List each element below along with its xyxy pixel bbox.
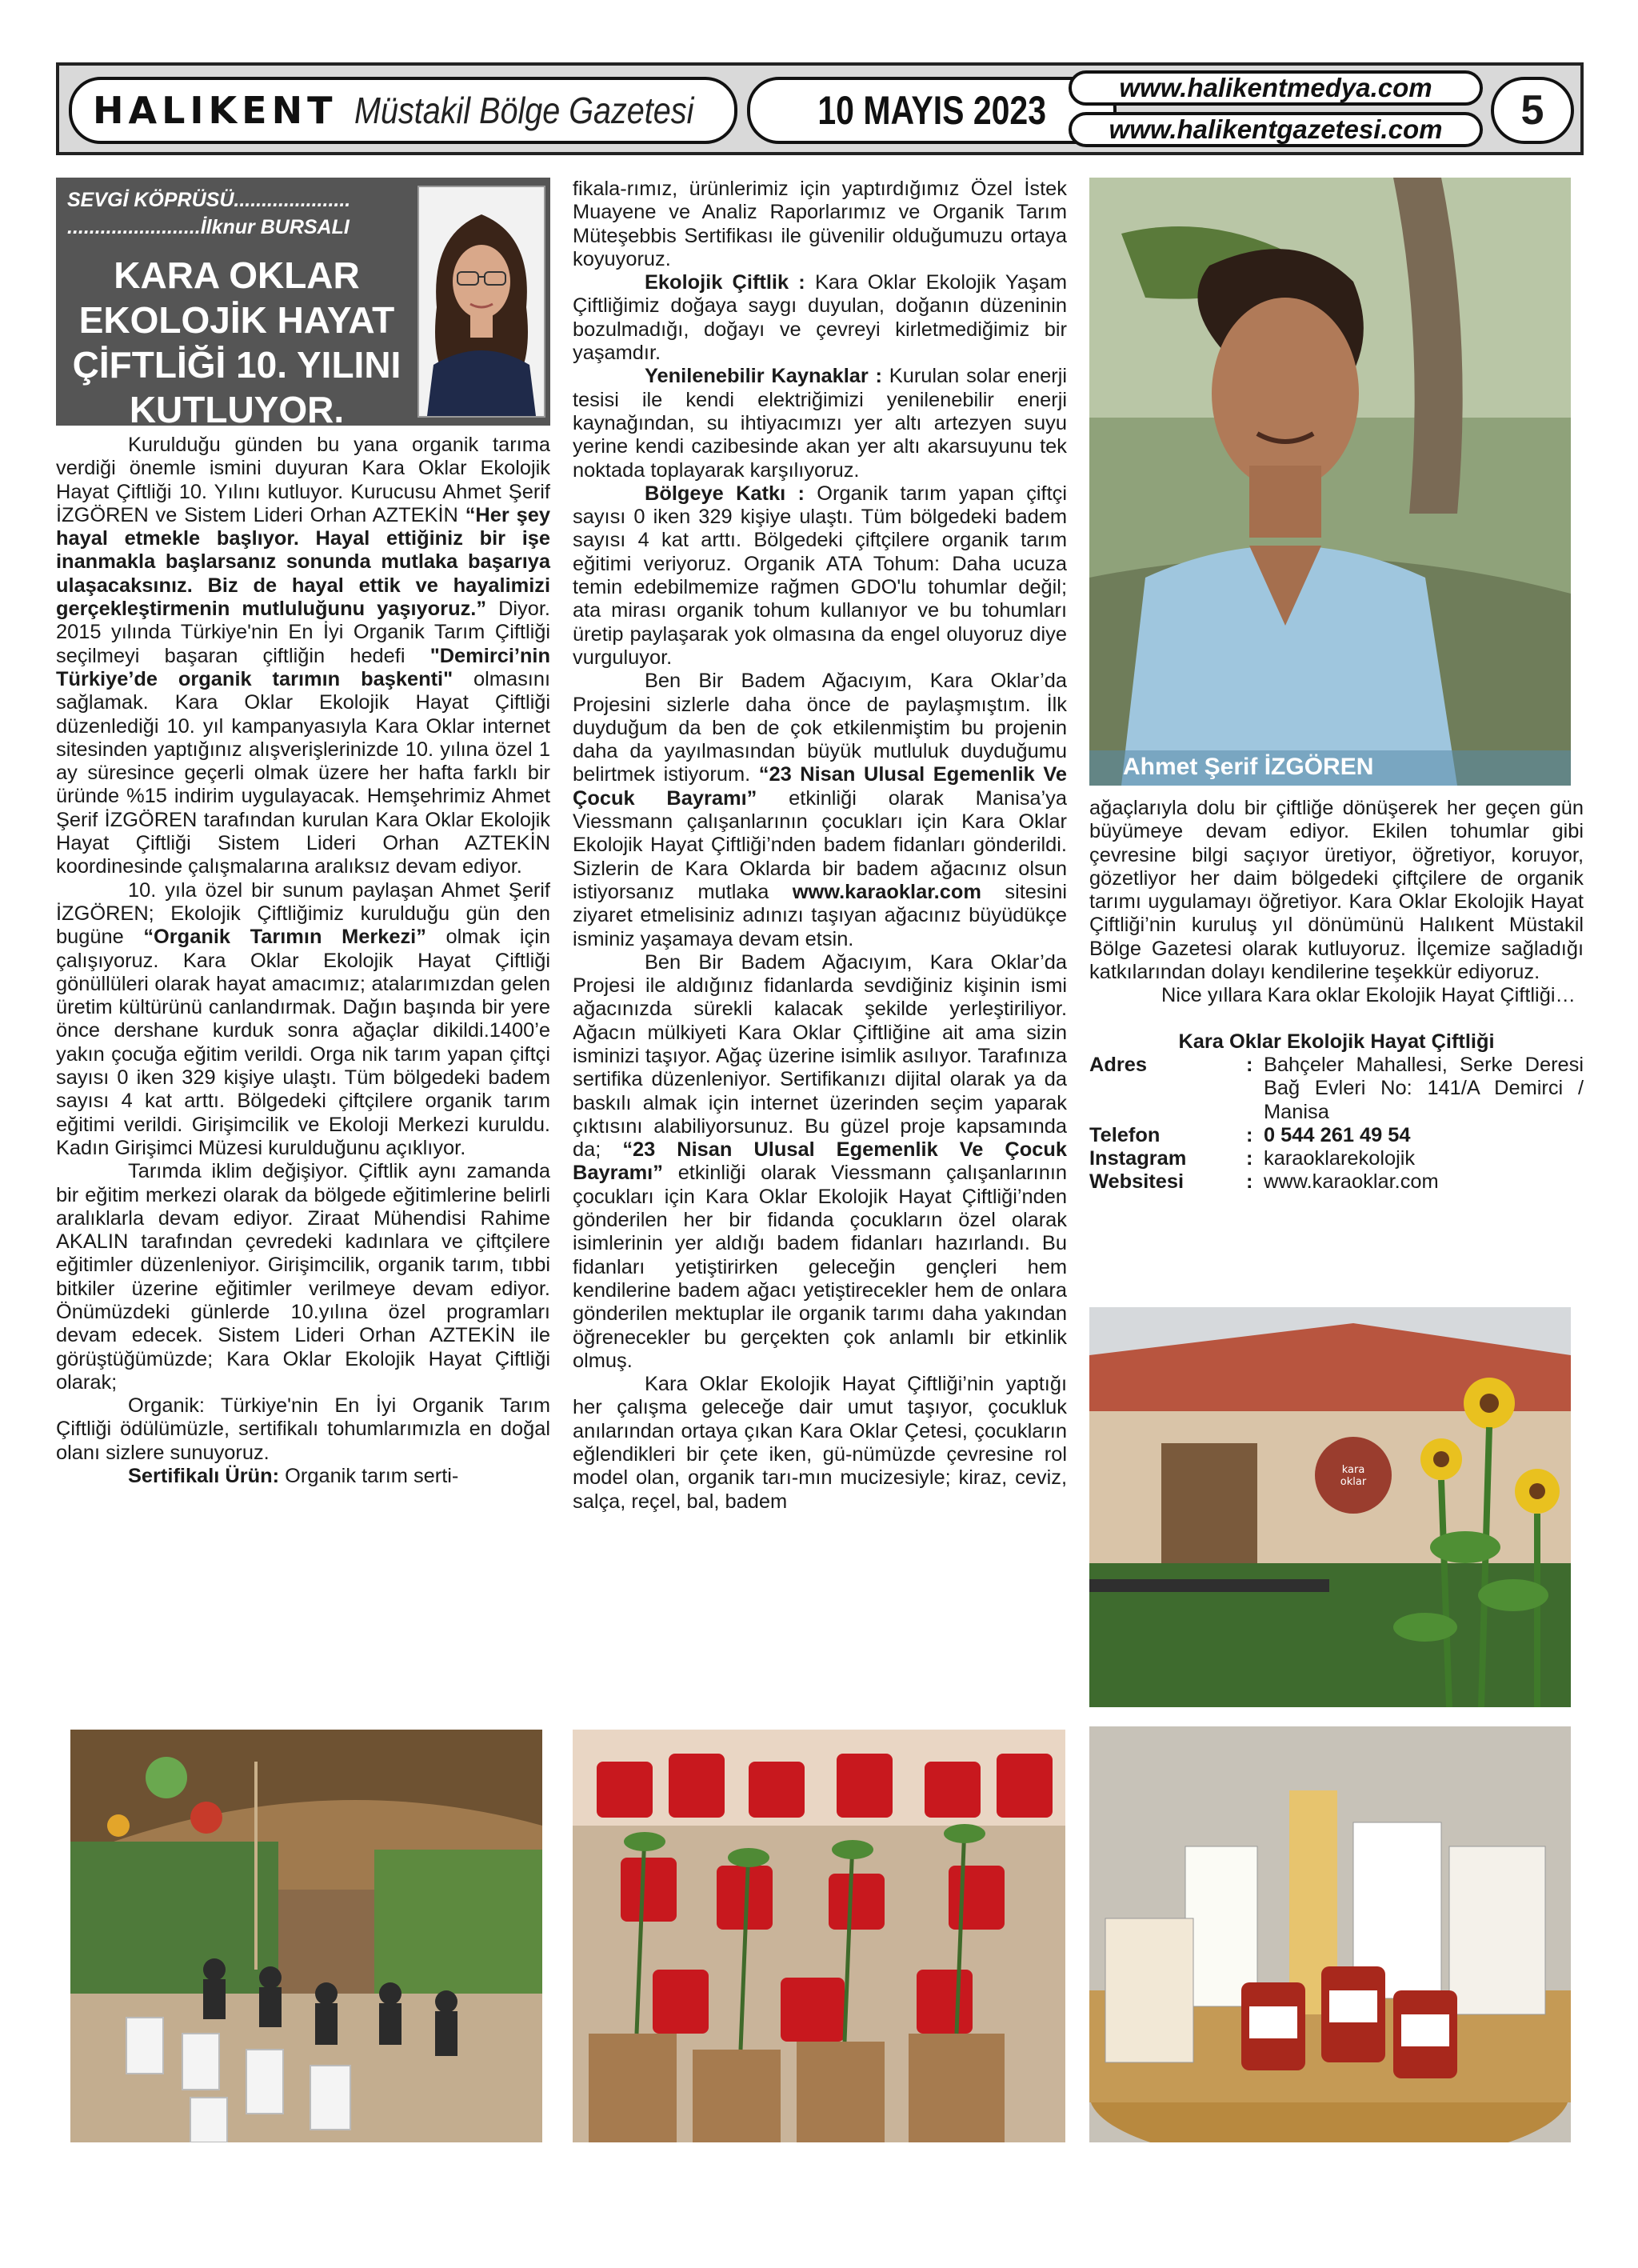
contact-label: Websitesi xyxy=(1089,1170,1185,1194)
text-segment: 10. yıla özel bir sunum paylaşan Ahmet Şerif İZGÖREN; Ekolojik Çiftliğimiz kurulduğu gün den bugüne xyxy=(56,878,550,949)
contact-row xyxy=(1089,1054,1584,1124)
bold-text: “23 Nisan Ulusal Egemenlik Ve Çocuk Bayramı” xyxy=(573,1138,1067,1185)
website-pill-2 xyxy=(1069,112,1483,147)
column-label: SEVGİ KÖPRÜSÜ..................... xyxy=(67,189,351,211)
paragraph xyxy=(573,951,1067,1373)
author-portrait xyxy=(417,186,545,418)
paragraph xyxy=(1089,984,1584,1007)
author-photo xyxy=(419,187,544,416)
paragraph xyxy=(56,1465,550,1488)
text-segment: fikala-rımız, ürünlerimiz için yaptırdığımız Özel İstek Muayene ve Analiz Raporlarımız ve Organik Tarım Müteşebbis Sertifikası ile güvenilir olduğumuzu ortaya koyuyoruz. xyxy=(573,178,1067,270)
text-segment: Ben Bir Badem Ağacıyım, Kara Oklar’da Projesini sizlerle daha önce de paylaşmıştım. İlk duyduğum da ben de çok etkilenmiştim bu projenin daha da yayılmasından büyük mutluluk duyduğumu belirtmek istiyorum. xyxy=(573,670,1067,786)
article-column-left xyxy=(56,178,550,1488)
article-column-middle xyxy=(573,178,1067,1514)
page-number: 5 xyxy=(1520,87,1544,134)
text-segment: Organik tarım yapan çiftçi sayısı 0 iken 329 kişiye ulaştı. Tüm bölgedeki badem sayısı 4 kat arttı. Bölgedeki çiftçilere organik tarım eğitimi veriyoruz. Organik ATA Tohum: Daha ucuza temin edebilmemize rağmen GDO'lu tohumlar değil; ata mirası organik tohum kullanıyor ve bu tohumları üretip paylaşarak yok olmasına da engel oluyoruz diye vurguluyor. xyxy=(573,482,1067,669)
contact-separator: : xyxy=(1246,1147,1253,1170)
bold-text: “Her şey hayal etmekle başlıyor. Hayal ettiğiniz bir işe inanmakla başlarsanız sonunda mutlaka başarıya ulaşacaksınız. Biz de hayal ettik ve hayalimizi gerçekleştirmenin mutluluğunu yaşıyoruz.” xyxy=(56,503,550,621)
text-segment: Kurulduğu günden bu yana organik tarıma verdiği önemle ismini duyuran Kara Oklar Ekolojik Hayat Çiftliği 10. Yılını kutluyor. Kurucusu Ahmet Şerif İZGÖREN ve Sistem Lideri Orhan AZTEKİN xyxy=(56,434,550,526)
newspaper-subtitle: Müstakil Bölge Gazetesi xyxy=(354,90,694,131)
text-segment: sitesini ziyaret etmelisiniz adınızı taşıyan ağacınız büyüdükçe isminiz yaşamaya devam etsin. xyxy=(573,880,1067,950)
article-title: KARA OKLAR EKOLOJİK HAYAT ÇİFTLİĞİ 10. YILINI KUTLUYOR. xyxy=(72,254,402,430)
website-pill-1 xyxy=(1069,70,1483,106)
article-column-right xyxy=(1089,178,1584,1488)
newspaper-name: HALIKENT xyxy=(93,89,338,132)
date-pill xyxy=(747,77,1117,144)
text-segment: Ben Bir Badem Ağacıyım, Kara Oklar’da Projesi ile aldığınız fidanlarda sevdiğiniz kişinin ismi ağacınızda sürekli kalacak şekilde yerleştiriliyor. Ağacın mülkiyeti Kara Oklar Çiftliğine ait ama sizin isminizi taşıyor. Ağaç üzerine isimlik asılıyor. Tarafınıza sertifika düzenleniyor. Sertifikanızı dijital olarak ya da baskılı almak için internet üzerinden seçim yaparak çıktısını alabiliyorsunuz. Bu güzel proje kapsamında da; xyxy=(573,950,1067,1162)
text-segment: etkinliği olarak Manisa’ya Viessmann çalışanlarının çocukları için Kara Oklar Ekolojik Hayat Çiftliği’nden badem fidanları gönderildi. Sizlerin de Kara Oklarda bir badem ağacınız olsun istiyorsanız mutlaka xyxy=(573,786,1067,903)
brand-pill xyxy=(69,77,737,144)
farm-sign-text: kara oklar xyxy=(1340,1464,1367,1488)
contact-row xyxy=(1089,1124,1584,1147)
website-link-1[interactable]: www.halikentmedya.com xyxy=(1119,73,1432,102)
bold-text: “23 Nisan Ulusal Egemenlik Ve Çocuk Bayramı” xyxy=(573,763,1067,810)
contact-label: Adres xyxy=(1089,1053,1147,1076)
text-segment: etkinliği olarak Viessmann çalışanlarının çocukları için Kara Oklar Ekolojik Hayat Çiftliği’nden gönderilen her bir fidanda çocukların özel olarak isimlerinin yer aldığı badem fidanları hazırlandı. Bu fidanları yetiştirirken geleceğin gençleri hem kendilerine badem ağacı yetiştirecekler hem de onlara gönderilen mektuplar ile organik tarımı daha yakından öğrenecekler bu gerçekten çok anlamlı bir etkinlik olmuş. xyxy=(573,1162,1067,1372)
contact-row xyxy=(1089,1170,1584,1194)
contact-separator: : xyxy=(1246,1053,1253,1076)
paragraph xyxy=(573,271,1067,365)
contact-row xyxy=(1089,1147,1584,1170)
paragraph xyxy=(573,178,1067,271)
contact-title: Kara Oklar Ekolojik Hayat Çiftliği xyxy=(1178,1030,1495,1053)
text-segment: olmasını sağlamak. Kara Oklar Ekolojik Hayat Çiftliği düzenlediği 10. yıl kampanyasıyla Kara Oklar internet sitesinden yaptığınız alışverişlerinizde 10. yılına özel 1 ay süresince geçerli olmak üzere her hafta farklı bir üründe %15 indirim uygulayacak. Hemşehrimiz Ahmet Şerif İZGÖREN tarafından kurulan Kara Oklar Ekolojik Hayat Çiftliği Sistem Lideri Orhan AZTEKİN koordinesinde çalışmalarına aralıksız devam ediyor. xyxy=(56,667,551,878)
contact-value[interactable]: www.karaoklar.com xyxy=(1264,1170,1439,1194)
bold-text: Bölgeye Katkı : xyxy=(645,482,805,505)
text-segment: Kurulan solar enerji tesisi ile kendi elektriğimizi yenilenebilir enerji kaynağından, su ihtiyacımızı yer altı artezyen suyu yerine kendi cazibesinde akan yer altı akarsuyunu tek noktada toplayarak karşılıyoruz. xyxy=(573,365,1067,482)
article-header-box xyxy=(56,178,550,430)
paragraph xyxy=(1089,797,1584,984)
classroom-photo xyxy=(70,1730,542,2142)
bold-text: Ekolojik Çiftlik : xyxy=(645,271,805,294)
author-name: ........................İlknur BURSALI xyxy=(67,216,350,238)
contact-value[interactable]: karaoklarekolojik xyxy=(1264,1147,1416,1170)
contact-value: 0 544 261 49 54 xyxy=(1264,1123,1411,1146)
text-segment: Kara Oklar Ekolojik Yaşam Çiftliğimiz doğaya saygı duyulan, doğanın düzeninin bozulmadığı, doğayı ve çevreyi kirletmediğimiz bir yaşamdır. xyxy=(573,271,1067,365)
portrait-photo xyxy=(1089,178,1571,786)
paragraph xyxy=(56,1160,550,1394)
contact-label: Telefon xyxy=(1089,1123,1161,1146)
contact-label: Instagram xyxy=(1089,1147,1187,1170)
bold-text: "Demirci’nin Türkiye’de organik tarımın başkenti" xyxy=(56,644,550,690)
bold-text: Sertifikalı Ürün: xyxy=(128,1465,280,1488)
paragraph xyxy=(56,879,550,1161)
text-segment: Organik: Türkiye'nin En İyi Organik Tarım Çiftliği ödülümüzle, sertifikalı tohumlarımızla en doğal olanı sizlere sunuyoruz. xyxy=(56,1394,550,1464)
bold-text: “Organik Tarımın Merkezi” xyxy=(143,926,426,949)
masthead xyxy=(56,62,1584,155)
paragraph xyxy=(573,1373,1067,1514)
bold-text: Yenilenebilir Kaynaklar : xyxy=(645,365,882,388)
contact-info xyxy=(1089,1030,1584,1194)
portrait-caption-bar xyxy=(1089,750,1571,786)
text-segment: Nice yıllara Kara oklar Ekolojik Hayat Çiftliği… xyxy=(1161,984,1576,1007)
farmhouse-photo xyxy=(1089,1307,1571,1707)
portrait-caption: Ahmet Şerif İZGÖREN xyxy=(1123,754,1374,780)
article-body-right xyxy=(1089,797,1584,1008)
text-segment: Diyor. 2015 yılında Türkiye'nin En İyi Organik Tarım Çiftliği seçilmeyi başaran çiftliğin hedefi xyxy=(56,598,550,667)
text-segment: ağaçlarıyla dolu bir çiftliğe dönüşerek her geçen gün büyümeye devam ediyor. Ekilen tohumlar gibi çevresine bilgi saçıyor üretiyor, öğretiyor, koruyor, gözetliyor her daim bölgedeki çiftçilere de organik tarımı uygulamayı öğretiyor. Kara Oklar Ekolojik Hayat Çiftliği’nin kuruluş yıl dönümünü Halıkent Müstakil Bölge Gazetesi olarak kutluyoruz. İlçemize sağladığı katkılarından dolayı kendilerine teşekkür ediyoruz. xyxy=(1089,797,1584,984)
paragraph xyxy=(56,1394,550,1465)
paragraph xyxy=(573,482,1067,670)
products-basket-photo xyxy=(1089,1726,1571,2142)
bold-text: www.karaoklar.com xyxy=(792,880,981,903)
text-segment: Kara Oklar Ekolojik Hayat Çiftliği’nin yaptığı her çalışma geleceğe dair umut taşıyor, çocukluk anılarından ortaya çıkan Kara Oklar Çetesi, çocukların eğlendikleri bir çete iken, gü-nümüzde çevresine rol model olan, organik tarı-mın mucizesiyle; kiraz, ceviz, salça, reçel, bal, badem xyxy=(573,1373,1067,1513)
paragraph xyxy=(56,434,550,879)
contact-separator: : xyxy=(1246,1123,1253,1146)
text-segment: Organik tarım serti- xyxy=(279,1465,459,1488)
article-body-middle xyxy=(573,178,1067,1514)
article-body-left xyxy=(56,434,550,1488)
paragraph xyxy=(573,365,1067,482)
contact-separator: : xyxy=(1246,1170,1253,1194)
page-number-pill xyxy=(1491,77,1574,144)
issue-date: 10 MAYIS 2023 xyxy=(817,88,1046,133)
text-segment: olmak için çalışıyoruz. Kara Oklar Ekolojik Hayat Çiftliği gönüllüleri olarak hayat amacımız; atalarımızdan gelen üretim kültürünü canlandırmak. Dağın başında bir yere önce dershane kurduk sonra ağaçlar dikildi.1400’e yakın çocuğa eğitim verildi. Orga nik tarım yapan çiftçi sayısı 0 iken 329 kişiye ulaştı. Tüm bölgedeki badem sayısı 4 kat arttı. Bölgedeki çiftçilere organik tarım eğitimi verildi. Girişimcilik ve Ekoloji Merkezi kuruldu. Kadın Girişimci Müzesi kurulduğunu açıklıyor. xyxy=(56,926,551,1159)
text-segment: Tarımda iklim değişiyor. Çiftlik aynı zamanda bir eğitim merkezi olarak da bölgede eğitimlerine belirli aralıklarla devam ediyor. Ziraat Mühendisi Rahime AKALIN tarafından çevredeki kadınlara ve çiftçilere eğitimler düzenleniyor. Girişimcilik, organik tarım, tıbbi bitkiler üzerine eğitimler verilmeye devam ediyor. Önümüzdeki günlerde 10.yılına özel programları devam edecek. Sistem Lideri Orhan AZTEKİN ile görüştüğümüzde; Kara Oklar Ekolojik Hayat Çiftliği olarak; xyxy=(56,1160,550,1394)
website-link-2[interactable]: www.halikentgazetesi.com xyxy=(1109,114,1443,144)
paragraph xyxy=(573,670,1067,951)
seedlings-photo xyxy=(573,1730,1065,2142)
contact-value: Bahçeler Mahallesi, Serke Deresi Bağ Evleri No: 141/A Demirci / Manisa xyxy=(1264,1053,1584,1123)
